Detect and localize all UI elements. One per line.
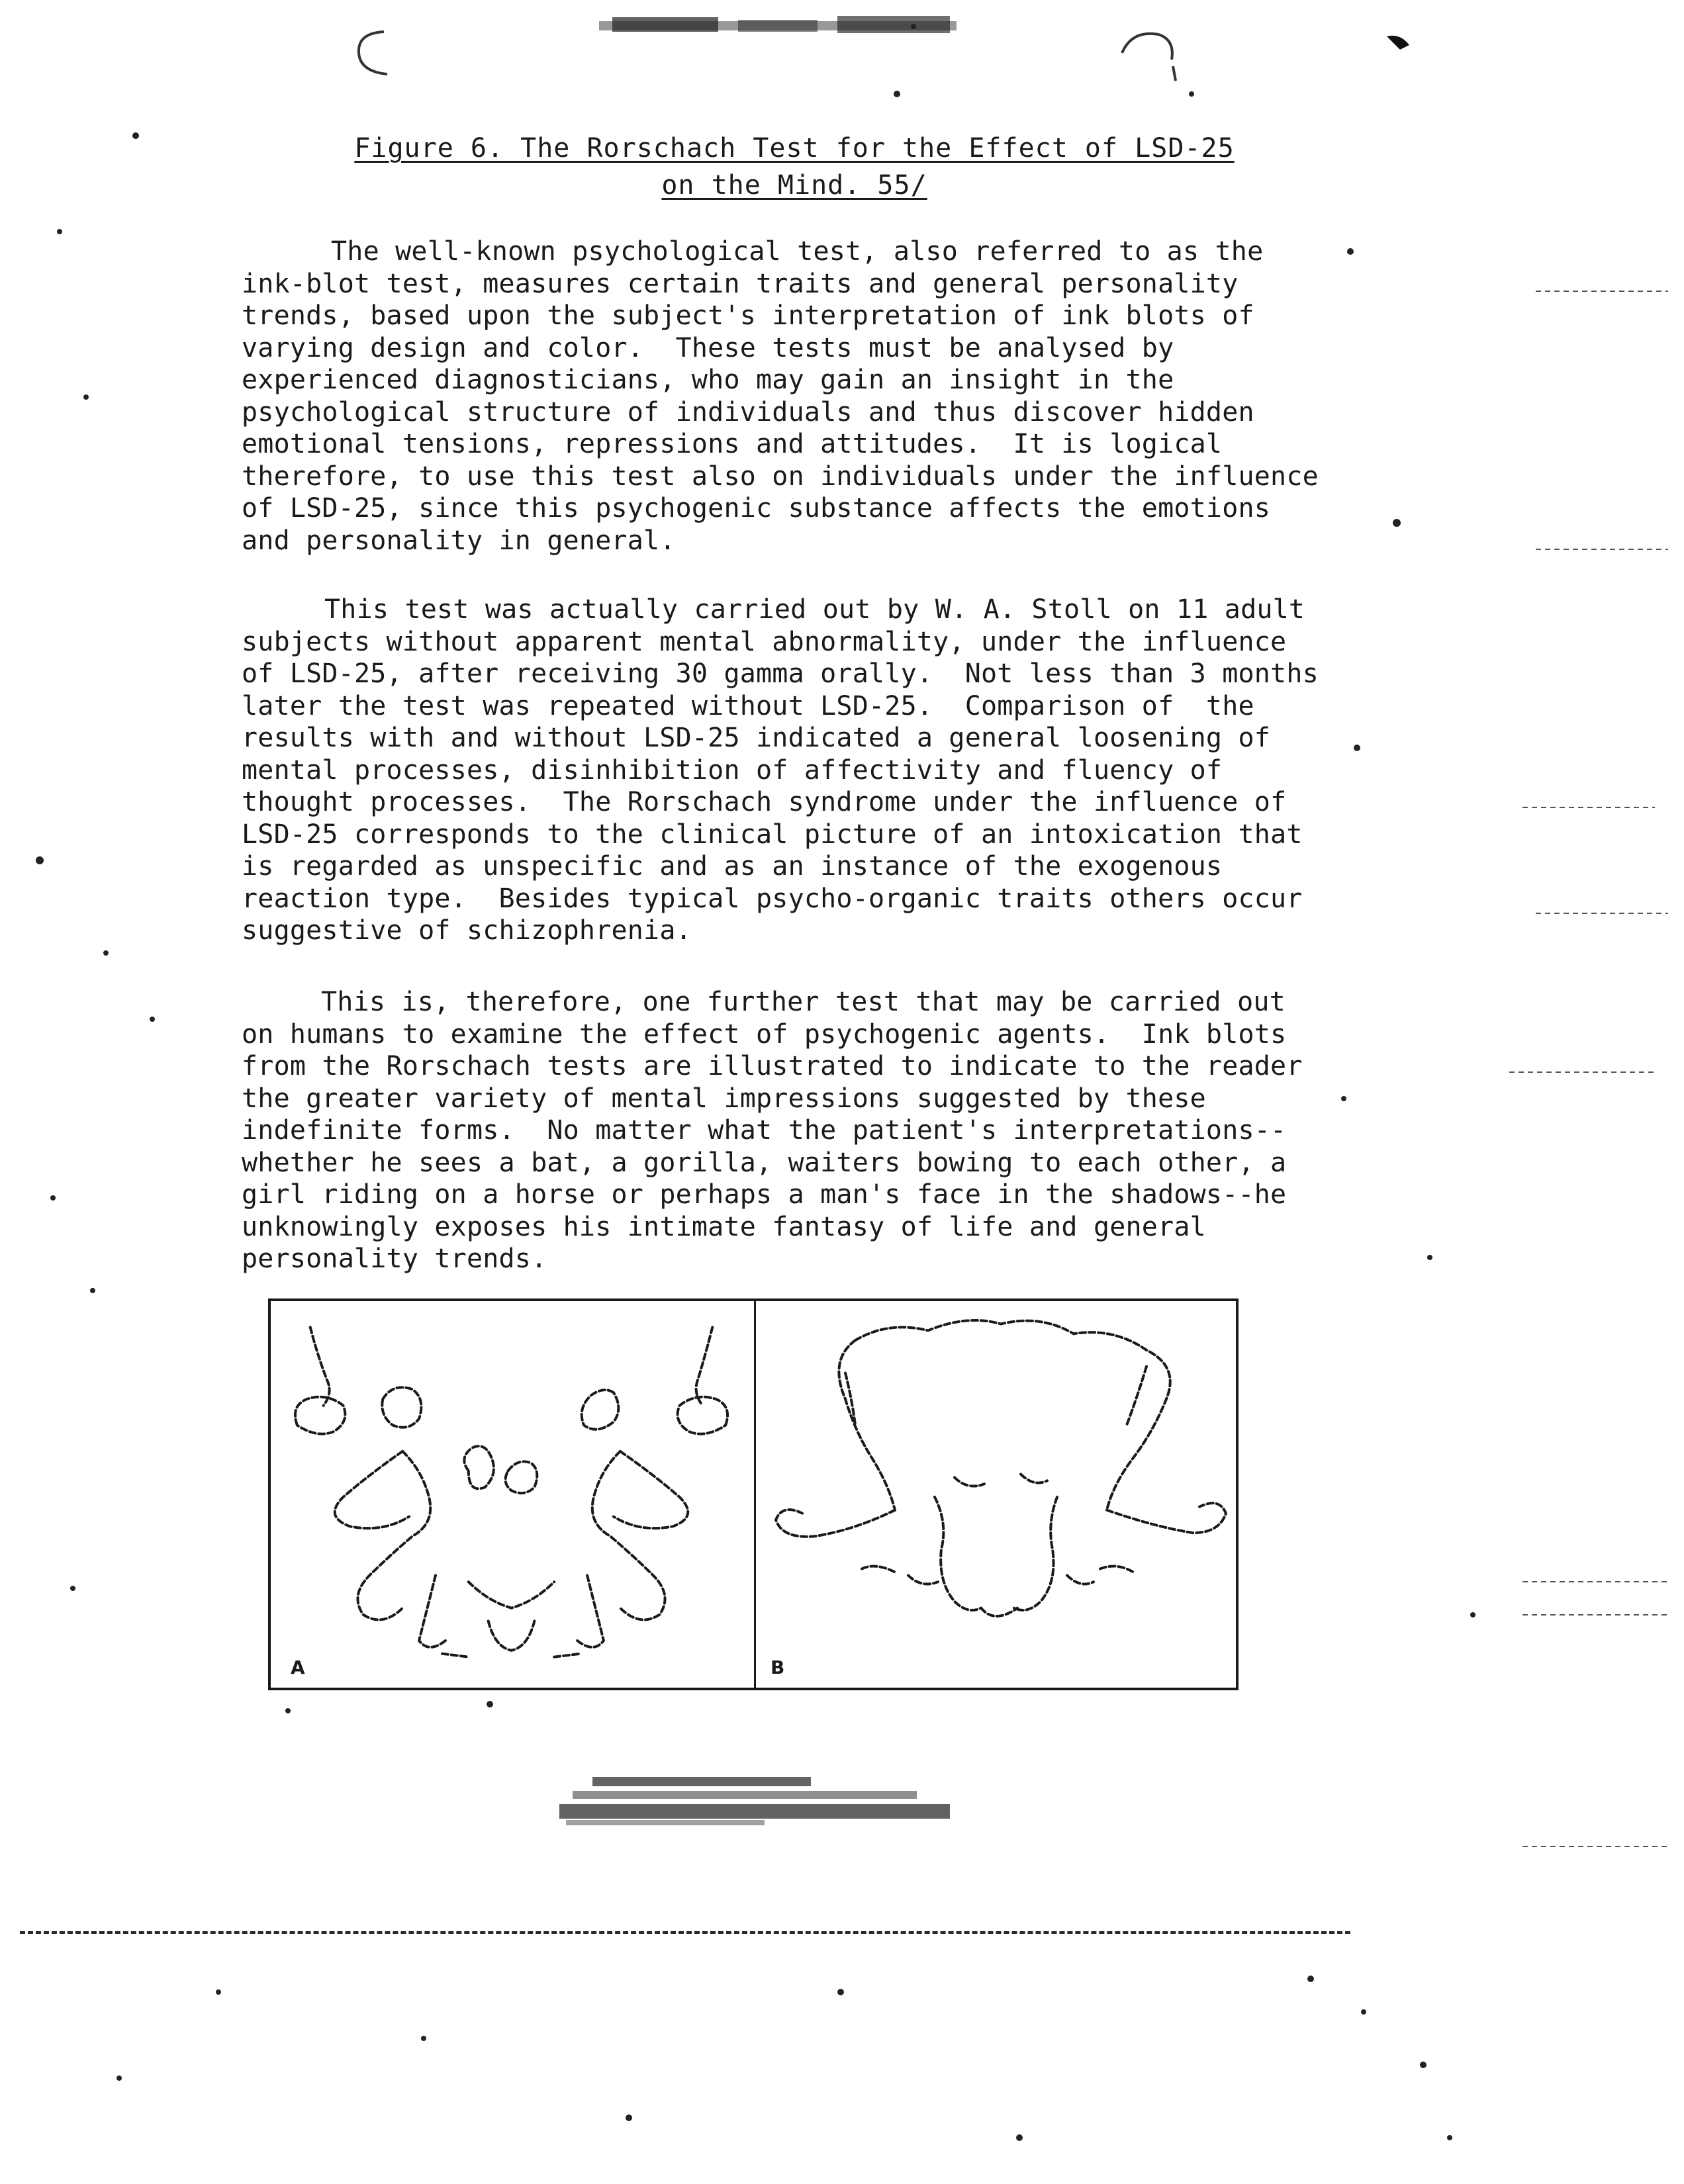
- inkblot-panel-b: [756, 1301, 1236, 1688]
- inkblot-b-icon: [756, 1301, 1236, 1688]
- panel-b-label: B: [771, 1657, 785, 1678]
- page-divider: [20, 1931, 1350, 1934]
- punch-mark-left-icon: [351, 26, 397, 79]
- paragraph-1: The well-known psychological test, also referred to as the ink-blot test, measures certain traits and general personality trends, based upon the subject's interpretation of ink blots of varying design and color. These tests must be analysed by experienced diagnosticians, who may gain an insight in the psychological structure of individuals and thus discover hidden emotional tensions, repressions and attitudes. It is logical therefore, to use this test also on individuals under the influence of LSD-25, since this psychogenic substance affects the emotions and personality in general.: [242, 236, 1335, 556]
- figure-title: [331, 130, 1258, 204]
- redacted-stamp-icon: [559, 1774, 950, 1829]
- corner-mark-icon: [1387, 33, 1413, 53]
- inkblot-panel-a: [271, 1301, 756, 1688]
- paragraph-3: This is, therefore, one further test that may be carried out on humans to examine the effect of psychogenic agents. Ink blots from the Rorschach tests are illustrated to indicate to the reader the greater variety of mental impressions suggested by these indefinite forms. No matter what the patient's interpretations--whether he sees a bat, a gorilla, waiters bowing to each other, a girl riding on a horse or perhaps a man's face in the shadows--he unknowingly exposes his intimate fantasy of life and general personality trends.: [242, 987, 1319, 1274]
- title-line-2: on the Mind. 55/: [661, 170, 927, 201]
- rorschach-figure: [268, 1298, 1239, 1690]
- inkblot-a-icon: [271, 1301, 754, 1688]
- title-line-1: Figure 6. The Rorschach Test for the Effect of LSD-25: [354, 133, 1235, 163]
- paragraph-2: This test was actually carried out by W. A. Stoll on 11 adult subjects without apparent mental abnormality, under the influence of LSD-25, after receiving 30 gamma orally. Not less than 3 months later the test was repeated without LSD-25. Comparison of the results with and without LSD-25 indicated a general loosening of mental processes, disinhibition of affectivity and fluency of thought processes. The Rorschach syndrome under the influence of LSD-25 corresponds to the clinical picture of an intoxication that is regarded as unspecific and as an instance of the exogenous reaction type. Besides typical psycho-organic traits others occur suggestive of schizophrenia.: [242, 594, 1335, 946]
- classification-stamp-icon: [599, 15, 957, 38]
- panel-a-label: A: [291, 1657, 305, 1678]
- punch-mark-right-icon: [1112, 26, 1185, 86]
